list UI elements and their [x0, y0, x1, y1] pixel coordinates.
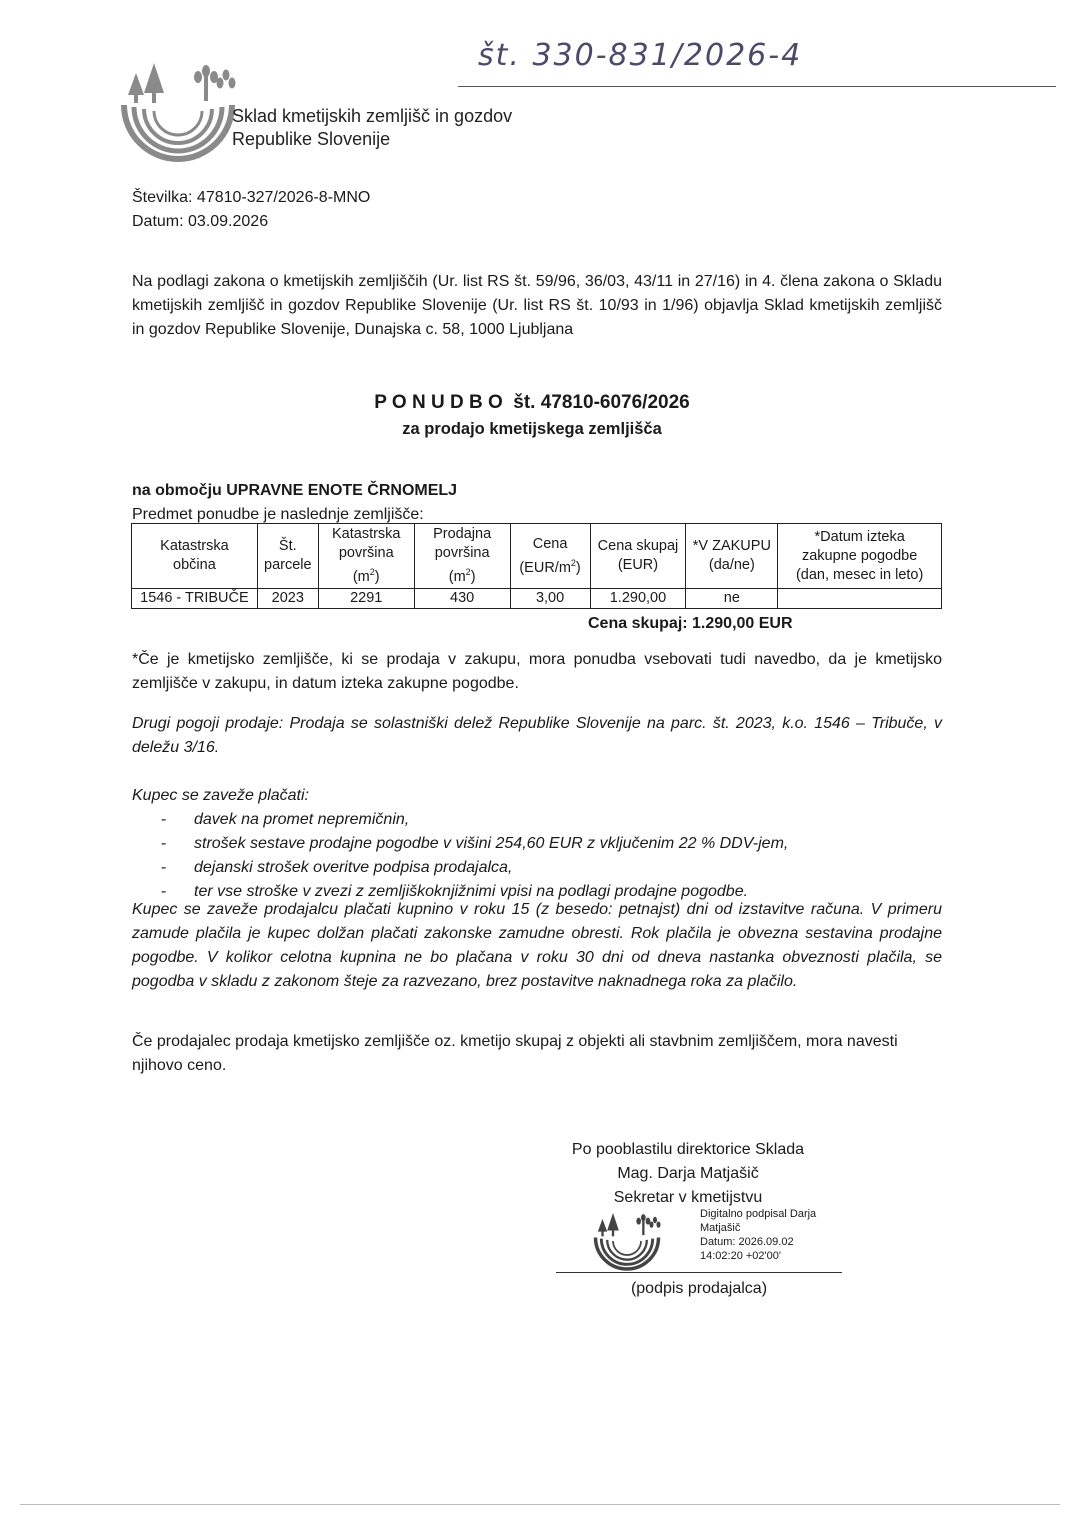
document-date: Datum: 03.09.2026 [132, 213, 269, 230]
document-meta [132, 186, 370, 234]
page-bottom-rule [20, 1504, 1060, 1505]
offer-title [132, 390, 932, 442]
cell-parcel-number: 2023 [257, 589, 318, 609]
cell-sale-area: 430 [414, 589, 510, 609]
area-section [132, 479, 457, 527]
digital-signature-info [700, 1207, 850, 1263]
handwritten-underline [458, 86, 1056, 87]
table-row [132, 589, 942, 609]
signature-name: Mag. Darja Matjašič [617, 1165, 759, 1182]
signature-block [538, 1138, 838, 1210]
buyer-obligations-list [132, 808, 942, 904]
digital-signature-logo-icon [592, 1208, 662, 1274]
cell-price-per-m2: 3,00 [510, 589, 590, 609]
cell-total-price: 1.290,00 [590, 589, 686, 609]
cell-lease-expiry [778, 589, 942, 609]
signature-line1: Po pooblastilu direktorice Sklada [571, 1141, 805, 1158]
header-parcel-number: Št. parcele [257, 524, 318, 589]
header-lease-expiry: *Datum izteka zakupne pogodbe (dan, mesec in leto) [778, 524, 942, 589]
digital-sign-date: Datum: 2026.09.02 [700, 1236, 794, 1248]
header-cadastral-area: Katastrska površina $(m^2)$ [318, 524, 414, 589]
digital-signed-by: Digitalno podpisal Darja [700, 1208, 817, 1220]
digital-sign-time: 14:02:20 +02'00' [700, 1250, 781, 1262]
table-header-row [132, 524, 942, 589]
area-heading: na območju UPRAVNE ENOTE ČRNOMELJ [132, 482, 458, 499]
cell-leased: ne [686, 589, 778, 609]
signature-rule [556, 1272, 842, 1273]
digital-signer-name: Matjašič [700, 1222, 741, 1234]
offer-title-line2: za prodajo kmetijskega zemljišča [402, 420, 662, 438]
total-price: Cena skupaj: 1.290,00 EUR [588, 615, 793, 632]
signature-title: Sekretar v kmetijstvu [613, 1189, 763, 1206]
header-leased: *V ZAKUPU (da/ne) [686, 524, 778, 589]
list-item: - strošek sestave prodajne pogodbe v višini 254,60 EUR z vključenim 22 % DDV-jem, [132, 832, 942, 856]
header-total-price: Cena skupaj (EUR) [590, 524, 686, 589]
header-cadastral-municipality: Katastrska občina [132, 524, 258, 589]
header-price-per-m2: Cena $(EUR/m^2)$ [510, 524, 590, 589]
org-name [232, 105, 512, 151]
org-name-line1: Sklad kmetijskih zemljišč in gozdov [232, 106, 513, 126]
buyer-heading: Kupec se zaveže plačati: [132, 787, 309, 804]
signature-label: (podpis prodajalca) [630, 1280, 768, 1297]
cell-cadastral-area: 2291 [318, 589, 414, 609]
list-item: - dejanski strošek overitve podpisa prodajalca, [132, 856, 942, 880]
land-offer-table [131, 523, 942, 609]
intro-paragraph: Na podlagi zakona o kmetijskih zemljiščih (Ur. list RS št. 59/96, 36/03, 43/11 in 27/16) in 4. člena zakona o Skladu kmetijskih zemljišč in gozdov Republike Slovenije (Ur. list RS št. 10/93 in 1/96) objavlja Sklad kmetijskih zemljišč in gozdov Republike Slovenije, Dunajska c. 58, 1000 Ljubljana [132, 273, 942, 338]
header-sale-area: Prodajna površina $(m^2)$ [414, 524, 510, 589]
payment-terms: Kupec se zaveže prodajalcu plačati kupnino v roku 15 (z besedo: petnajst) dni od izstavitve računa. V primeru zamude plačila je kupec dolžan plačati zakonske zamudne obresti. Rok plačila je obvezna sestavina prodajne pogodbe. V kolikor celotna kupnina ne bo plačana v roku 30 dni od dneva nastanka obveznosti plačila, se pogodba v skladu z zakonom šteje za razvezano, brez postavitve naknadnega roka za plačilo. [132, 901, 942, 990]
org-name-line2: Republike Slovenije [232, 129, 391, 149]
offer-title-line1: P O N U D B O št. 47810-6076/2026 [374, 392, 690, 413]
list-item: - davek na promet nepremičnin, [132, 808, 942, 832]
other-terms: Drugi pogoji prodaje: Prodaja se solastniški delež Republike Slovenije na parc. št. 2023, k.o. 1546 – Tribuče, v deležu 3/16. [132, 715, 942, 756]
lease-note: *Če je kmetijsko zemljišče, ki se prodaja v zakupu, mora ponudba vsebovati tudi navedbo, da je kmetijsko zemljišče v zakupu, in datum izteka zakupne pogodbe. [132, 651, 942, 692]
tree-wheat-bowl-logo-icon [118, 55, 238, 167]
objects-note: Če prodajalec prodaja kmetijsko zemljišče oz. kmetijo skupaj z objekti ali stavbnim zemljiščem, mora navesti njihovo ceno. [132, 1033, 898, 1074]
document-number: Številka: 47810-327/2026-8-MNO [132, 189, 371, 206]
handwritten-reference: št. 330-831/2026-4 [478, 38, 803, 73]
cell-cadastral-municipality: 1546 - TRIBUČE [132, 589, 258, 609]
area-subject: Predmet ponudbe je naslednje zemljišče: [132, 506, 424, 523]
list-item: - ter vse stroške v zvezi z zemljiškoknjižnimi vpisi na podlagi prodajne pogodbe. [132, 880, 942, 904]
